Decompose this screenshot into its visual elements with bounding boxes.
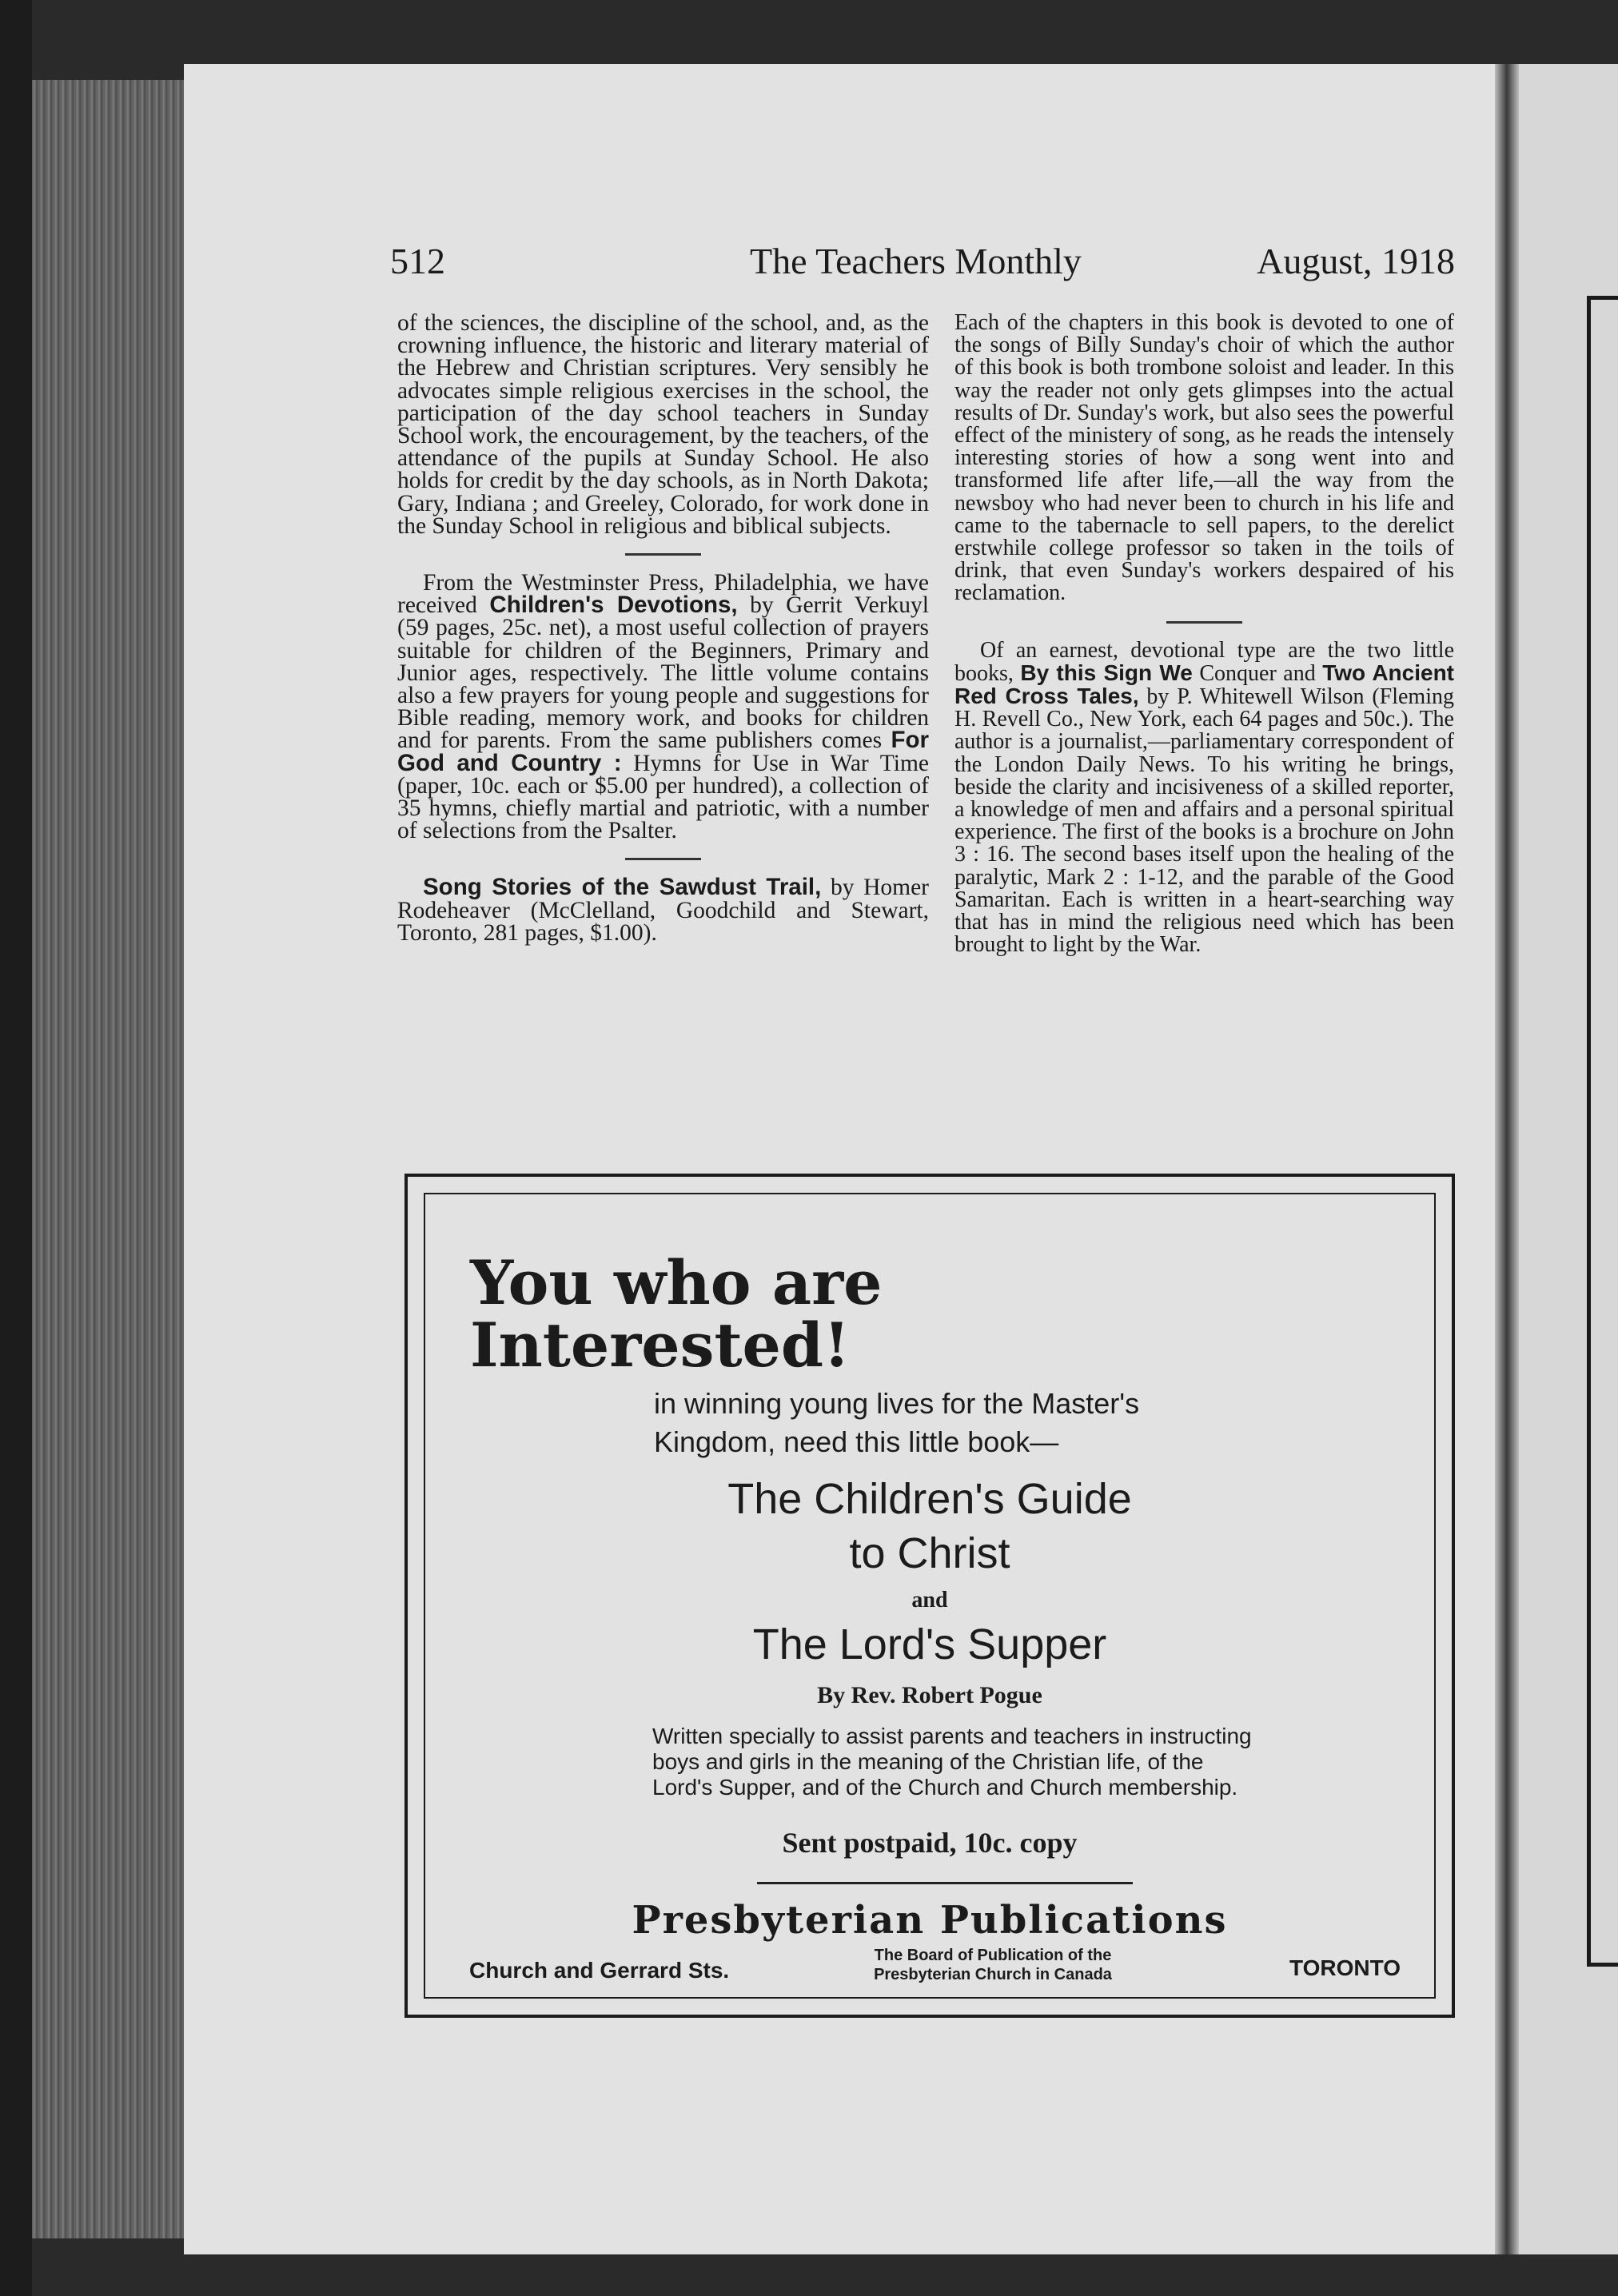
book-description: Written specially to assist parents and teachers in instructing boys and girls in the meaning of the Christian life, of the Lord's Supper, and of the Church and Church membership.	[652, 1724, 1252, 1800]
paragraph	[397, 572, 929, 842]
advertisement-inner-border	[424, 1193, 1436, 1999]
left-column	[397, 312, 929, 944]
price-line: Sent postpaid, 10c. copy	[782, 1827, 1078, 1859]
paragraph	[954, 637, 1454, 958]
running-header	[390, 240, 1455, 288]
book-page-edges	[32, 80, 184, 2238]
publisher-board	[833, 1946, 1153, 1984]
conjunction: and	[911, 1588, 948, 1612]
journal-title: The Teachers Monthly	[750, 241, 1082, 281]
paragraph: Each of the chapters in this book is devoted to one of the songs of Billy Sunday's choir of which the author of this book is both trombone soloist and leader. In this way the reader not only gets glimpses into the actual results of Dr. Sunday's work, but also sees the powerful effect of the ministery of song, as he reads the intensely interesting stories of how a song went into and transformed life after life,—all the way from the newsboy who had never been to church in his life and came to the tabernacle to sell papers, to the derelict erstwhile college professor so taken in the toils of drink, that even Sunday's workers despaired of his reclamation.	[954, 310, 1454, 606]
right-column	[954, 312, 1454, 956]
facing-page-border	[1587, 296, 1618, 1967]
scanner-frame	[0, 0, 32, 2296]
book-title-line-2: to Christ	[849, 1529, 1010, 1577]
text-run: by Gerrit Verkuyl (59 pages, 25c. net), a most useful collection of prayers suitable for children of the Beginners, Primary and Junior ages, respectively. The little volume contains also a few prayers for young people and suggestions for Bible reading, memory work, and books for children and for parents. From the same publishers comes	[397, 592, 929, 754]
text-run: by Homer Rodeheaver (McClelland, Goodchild and Stewart, Toronto, 281 pages, $1.00).	[397, 875, 930, 946]
book-title: Song Stories of the Sawdust Trail,	[423, 874, 822, 901]
text-run: Of an earnest, devotional type are the two little books,	[954, 637, 1454, 686]
book-title: For God and Country :	[397, 727, 929, 776]
separator-rule	[625, 858, 701, 860]
divider-rule	[757, 1882, 1133, 1884]
book-title: Children's Devotions,	[489, 592, 738, 619]
ad-headline-line: You who are	[470, 1247, 883, 1318]
text-run: From the Westminster Press, Philadelphia, we have received	[397, 570, 929, 619]
publisher-name: Presbyterian Publications	[632, 1898, 1228, 1943]
book-title: By this Sign We	[1020, 660, 1193, 685]
book-title: Two Ancient Red Cross Tales,	[954, 660, 1454, 709]
text-run: by P. Whitewell Wilson (Fleming H. Revell Co., New York, each 64 pages and 50c.). The author is a journalist,—parliamentary correspondent of the London Daily News. To his writing he brings, beside the clarity and incisiveness of a skilled reporter, a knowledge of men and affairs and a personal spiritual experience. The first of the books is a brochure on John 3 : 16. The second bases itself upon the healing of the paralytic, Mark 2 : 1-12, and the parable of the Good Samaritan. Each is written in a heart-searching way that has in mind the religious need which has been brought to light by the War.	[954, 684, 1454, 958]
paragraph: of the sciences, the discipline of the school, and, as the crowning influence, the historic and literary material of the Hebrew and Christian scriptures. Very sensibly he advocates simple religious exercises in the school, the participation of the day school teachers in Sunday School work, the encouragement, by the teachers, of the attendance of the pupils at Sunday School. He also holds for credit by the day schools, as in North Dakota; Gary, Indiana ; and Greeley, Colorado, for work done in the Sunday School in religious and biblical subjects.	[397, 310, 929, 539]
book-author: By Rev. Robert Pogue	[817, 1682, 1042, 1708]
advertisement-box	[404, 1174, 1455, 2018]
book-title-line-3: The Lord's Supper	[752, 1620, 1107, 1668]
page-number: 512	[390, 241, 445, 281]
ad-headline-line: Interested!	[470, 1309, 851, 1381]
board-line: The Board of Publication of the	[874, 1947, 1112, 1964]
publisher-city: TORONTO	[1289, 1955, 1401, 1980]
board-line: Presbyterian Church in Canada	[874, 1966, 1112, 1983]
book-title-line-1: The Children's Guide	[727, 1475, 1132, 1523]
gutter-shadow	[1495, 64, 1519, 2254]
paragraph	[397, 876, 929, 944]
ad-lead-text	[654, 1385, 1293, 1461]
publisher-address: Church and Gerrard Sts.	[469, 1958, 730, 1983]
ad-lead-line: in winning young lives for the Master's	[654, 1387, 1140, 1420]
ad-headline	[470, 1247, 883, 1381]
ad-lead-line: Kingdom, need this little book—	[654, 1425, 1059, 1458]
text-run: Conquer and	[1192, 660, 1323, 686]
separator-rule	[1166, 621, 1242, 624]
separator-rule	[625, 553, 701, 556]
text-run: Hymns for Use in War Time (paper, 10c. each or $5.00 per hundred), a collection of 35 hymns, chiefly martial and patriotic, with a number of selections from the Psalter.	[397, 750, 929, 844]
issue-date: August, 1918	[1257, 241, 1455, 281]
